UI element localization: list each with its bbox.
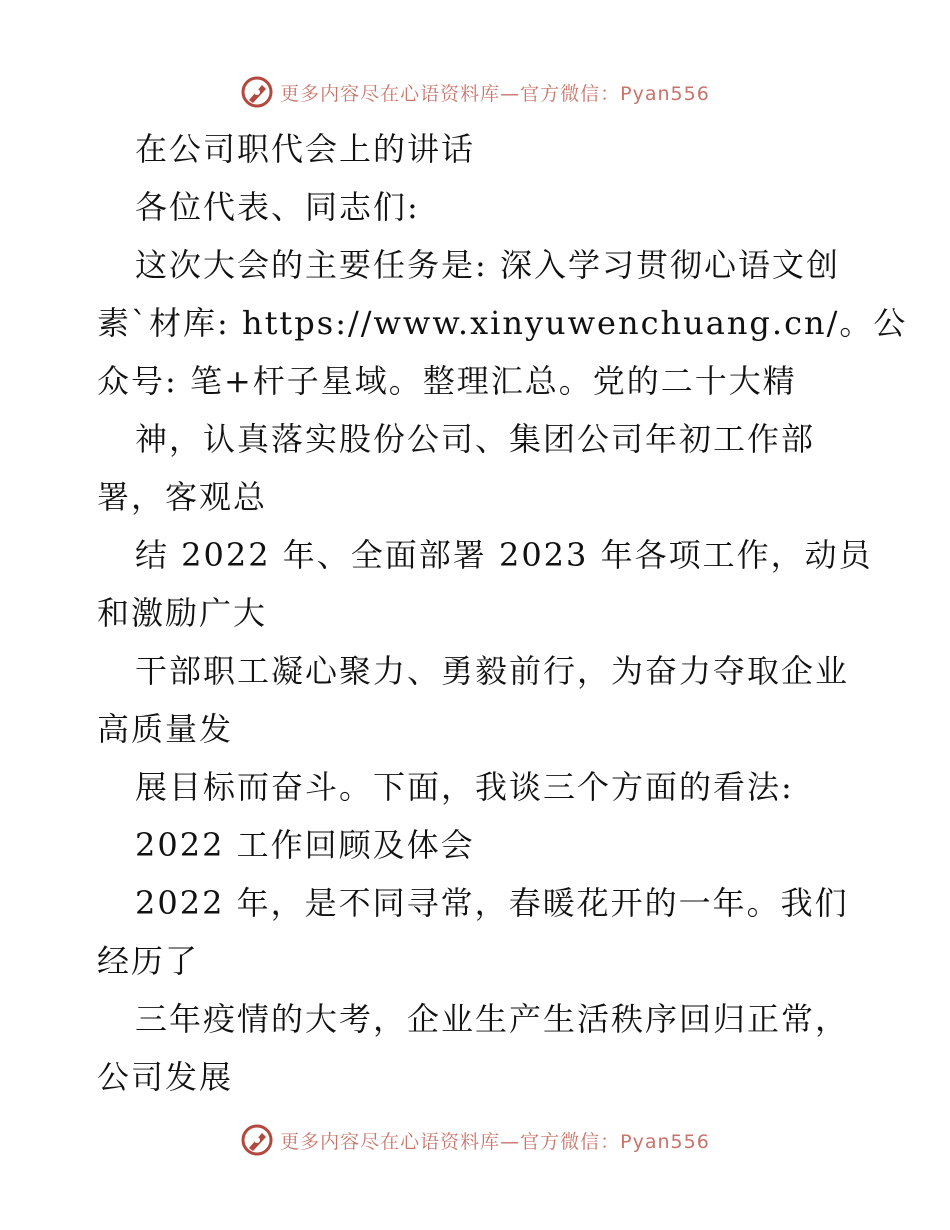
pen-logo-icon bbox=[240, 1123, 274, 1157]
text-line: 神，认真落实股份公司、集团公司年初工作部 bbox=[135, 420, 816, 458]
header-banner-text: 更多内容尽在心语资料库—官方微信：Pyan556 bbox=[280, 82, 710, 105]
text-line: 2022 年，是不同寻常，春暖花开的一年。我们 bbox=[135, 884, 849, 922]
header-banner bbox=[0, 72, 950, 112]
text-line: 经历了 bbox=[97, 942, 200, 980]
text-line: 众号: 笔+杆子星域。整理汇总。党的二十大精 bbox=[97, 362, 797, 400]
pen-logo-icon bbox=[240, 75, 274, 109]
text-line: 署，客观总 bbox=[97, 478, 268, 516]
text-line: 和激励广大 bbox=[97, 594, 268, 632]
document-body bbox=[97, 120, 908, 1106]
footer-banner bbox=[0, 1120, 950, 1160]
text-line: 三年疫情的大考，企业生产生活秩序回归正常， bbox=[135, 1000, 850, 1038]
text-line: 高质量发 bbox=[97, 710, 234, 748]
text-line: 2022 工作回顾及体会 bbox=[135, 826, 475, 864]
text-line: 干部职工凝心聚力、勇毅前行，为奋力夺取企业 bbox=[135, 652, 850, 690]
text-line: 各位代表、同志们: bbox=[135, 188, 420, 226]
text-line: 展目标而奋斗。下面，我谈三个方面的看法: bbox=[135, 768, 794, 806]
text-line: 素`材库: https://www.xinyuwenchuang.cn/。公 bbox=[97, 304, 908, 342]
text-line: 结 2022 年、全面部署 2023 年各项工作，动员 bbox=[135, 536, 873, 574]
footer-banner-text: 更多内容尽在心语资料库—官方微信：Pyan556 bbox=[280, 1130, 710, 1153]
text-line: 在公司职代会上的讲话 bbox=[135, 130, 476, 168]
text-line: 这次大会的主要任务是: 深入学习贯彻心语文创 bbox=[135, 246, 840, 284]
text-line: 公司发展 bbox=[97, 1058, 234, 1096]
